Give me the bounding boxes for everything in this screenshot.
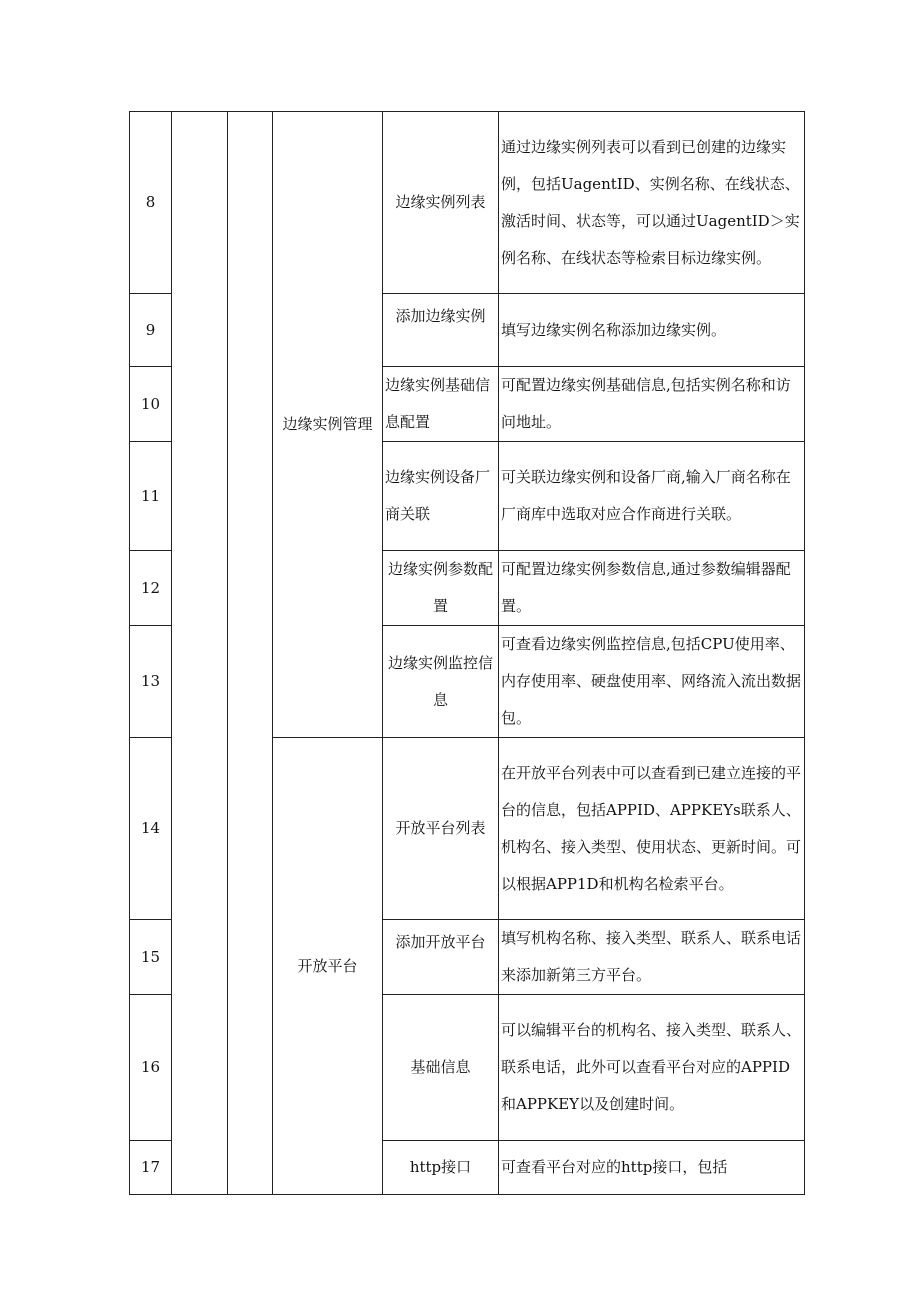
feature-name: 边缘实例监控信息 (383, 626, 499, 738)
module-open-platform: 开放平台 (273, 738, 383, 1195)
feature-description: 填写机构名称、接入类型、联系人、联系电话来添加新第三方平台。 (499, 920, 805, 995)
feature-name: 边缘实例列表 (383, 112, 499, 294)
row-number: 13 (130, 626, 172, 738)
function-spec-table (129, 111, 805, 1195)
feature-description: 可查看边缘实例监控信息,包括CPU使用率、内存使用率、硬盘使用率、网络流入流出数据包。 (499, 626, 805, 738)
feature-name: 添加边缘实例 (383, 294, 499, 367)
feature-name: 基础信息 (383, 995, 499, 1141)
feature-name: 边缘实例设备厂商关联 (383, 442, 499, 551)
row-number: 8 (130, 112, 172, 294)
row-number: 9 (130, 294, 172, 367)
feature-description: 可关联边缘实例和设备厂商,输入厂商名称在厂商库中选取对应合作商进行关联。 (499, 442, 805, 551)
feature-description: 可配置边缘实例基础信息,包括实例名称和访问地址。 (499, 367, 805, 442)
feature-description: 在开放平台列表中可以查看到已建立连接的平台的信息，包括APPID、APPKEYs联系人、机构名、接入类型、使用状态、更新时间。可以根据APP1D和机构名检索平台。 (499, 738, 805, 920)
feature-name: http接口 (383, 1141, 499, 1195)
row-number: 11 (130, 442, 172, 551)
row-number: 10 (130, 367, 172, 442)
row-number: 16 (130, 995, 172, 1141)
row-number: 12 (130, 551, 172, 626)
feature-name: 边缘实例基础信息配置 (383, 367, 499, 442)
row-number: 14 (130, 738, 172, 920)
feature-description: 可配置边缘实例参数信息,通过参数编辑器配置。 (499, 551, 805, 626)
feature-name: 边缘实例参数配置 (383, 551, 499, 626)
row-number: 15 (130, 920, 172, 995)
feature-name: 开放平台列表 (383, 738, 499, 920)
table-row (130, 112, 805, 294)
blank-column-1 (172, 112, 228, 1195)
blank-column-2 (228, 112, 273, 1195)
feature-description: 填写边缘实例名称添加边缘实例。 (499, 294, 805, 367)
feature-description: 可以编辑平台的机构名、接入类型、联系人、联系电话，此外可以查看平台对应的APPID和APPKEY以及创建时间。 (499, 995, 805, 1141)
module-edge-instance-management: 边缘实例管理 (273, 112, 383, 738)
feature-name: 添加开放平台 (383, 920, 499, 995)
row-number: 17 (130, 1141, 172, 1195)
feature-description: 可查看平台对应的http接口，包括 (499, 1141, 805, 1195)
feature-description: 通过边缘实例列表可以看到已创建的边缘实例，包括UagentID、实例名称、在线状态、激活时间、状态等，可以通过UagentID＞实例名称、在线状态等检索目标边缘实例。 (499, 112, 805, 294)
